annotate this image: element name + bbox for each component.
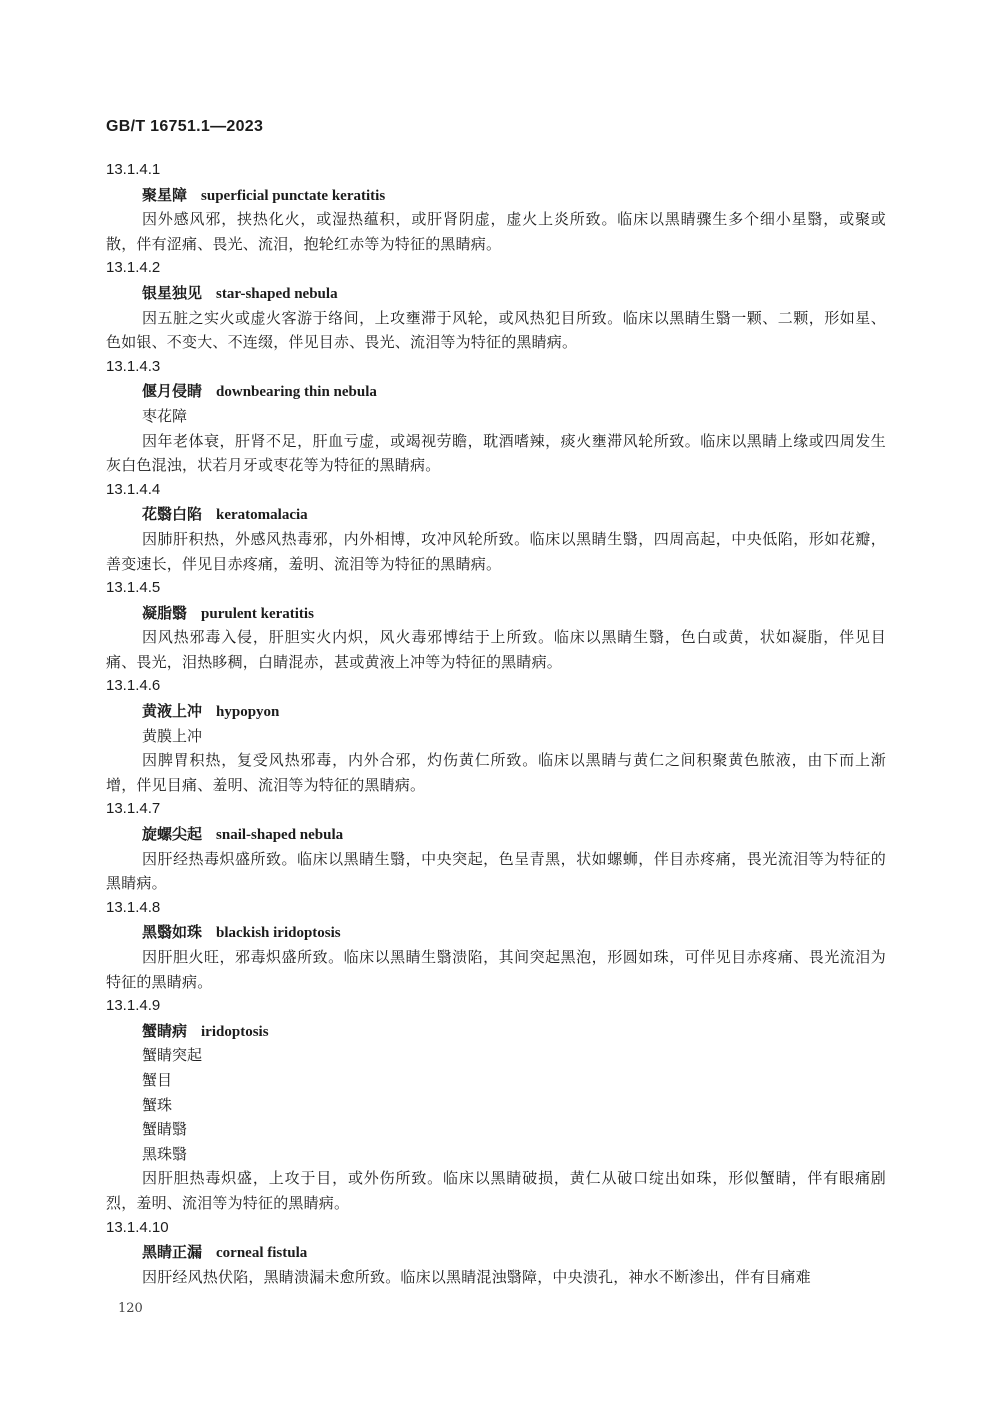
synonym: 蟹睛翳 — [142, 1120, 188, 1139]
glossary-entry — [106, 576, 886, 674]
clause-number: 13.1.4.5 — [106, 579, 161, 597]
term-english: superficial punctate keratitis — [201, 187, 386, 204]
term-line — [106, 601, 886, 626]
page-number: 120 — [118, 1301, 143, 1316]
standard-number-header: GB/T 16751.1—2023 — [106, 118, 264, 135]
term-line — [106, 920, 886, 945]
glossary-entry — [106, 256, 886, 354]
glossary-entry — [106, 1216, 886, 1290]
term-chinese: 黑睛正漏 — [142, 1243, 203, 1262]
glossary-entry — [106, 896, 886, 994]
term-chinese: 偃月侵睛 — [142, 382, 203, 401]
term-english: downbearing thin nebula — [216, 384, 377, 401]
term-line — [106, 502, 886, 527]
definition: 因五脏之实火或虚火客游于络间，上攻壅滞于风轮，或风热犯目所致。临床以黑睛生翳一颗、二颗，形如星、色如银、不变大、不连缀，伴见目赤、畏光、流泪等为特征的黑睛病。 — [106, 308, 886, 352]
term-line — [106, 1019, 886, 1044]
term-chinese: 黑翳如珠 — [142, 923, 203, 942]
glossary-entry — [106, 674, 886, 797]
glossary-entry — [106, 994, 886, 1215]
definition: 因风热邪毒入侵，肝胆实火内炽，风火毒邪博结于上所致。临床以黑睛生翳，色白或黄，状如凝脂，伴见目痛、畏光，泪热眵稠，白睛混赤，甚或黄液上冲等为特征的黑睛病。 — [106, 628, 886, 671]
term-chinese: 凝脂翳 — [142, 603, 188, 622]
term-english: hypopyon — [216, 704, 280, 721]
term-line — [106, 379, 886, 404]
term-english: snail-shaped nebula — [216, 827, 344, 844]
glossary-entry — [106, 478, 886, 576]
definition: 因肝经风热伏陷，黑睛溃漏未愈所致。临床以黑睛混浊翳障，中央溃孔，神水不断渗出，伴有目痛难 — [142, 1267, 811, 1286]
term-chinese: 花翳白陷 — [142, 505, 203, 524]
term-chinese: 旋螺尖起 — [142, 825, 203, 844]
synonym: 枣花障 — [142, 406, 188, 425]
term-english: star-shaped nebula — [216, 285, 338, 302]
term-chinese: 蟹睛病 — [142, 1021, 188, 1040]
clause-number: 13.1.4.9 — [106, 997, 161, 1015]
term-line — [106, 699, 886, 724]
clause-number: 13.1.4.4 — [106, 480, 161, 498]
term-english: blackish iridoptosis — [216, 925, 341, 942]
clause-number: 13.1.4.3 — [106, 357, 161, 375]
glossary-entry — [106, 158, 886, 256]
definition: 因肝经热毒炽盛所致。临床以黑睛生翳，中央突起，色呈青黑，状如螺蛳，伴目赤疼痛，畏光流泪等为特征的黑睛病。 — [106, 849, 886, 893]
term-chinese: 黄液上冲 — [142, 702, 203, 721]
term-chinese: 银星独见 — [142, 283, 203, 302]
clause-number: 13.1.4.8 — [106, 898, 161, 916]
clause-number: 13.1.4.1 — [106, 161, 161, 178]
glossary-content — [106, 158, 886, 1289]
definition: 因肺肝积热，外感风热毒邪，内外相博，攻冲风轮所致。临床以黑睛生翳，四周高起，中央低陷，形如花瓣，善变速长，伴见目赤疼痛，羞明、流泪等为特征的黑睛病。 — [106, 529, 886, 573]
term-english: corneal fistula — [216, 1245, 308, 1262]
term-chinese: 聚星障 — [142, 185, 188, 204]
synonym: 蟹珠 — [142, 1095, 173, 1114]
term-english: iridoptosis — [201, 1023, 269, 1040]
term-line — [106, 183, 886, 208]
glossary-entry — [106, 797, 886, 895]
definition: 因外感风邪，挟热化火，或湿热蕴积，或肝肾阴虚，虚火上炎所致。临床以黑睛骤生多个细小星翳，或聚或散，伴有涩痛、畏光、流泪，抱轮红赤等为特征的黑睛病。 — [106, 210, 886, 253]
definition: 因肝胆火旺，邪毒炽盛所致。临床以黑睛生翳溃陷，其间突起黑泡，形圆如珠，可伴见目赤疼痛、畏光流泪为特征的黑睛病。 — [106, 948, 886, 991]
definition: 因年老体衰，肝肾不足，肝血亏虚，或竭视劳瞻，耽酒嗜辣，痰火壅滞风轮所致。临床以黑睛上缘或四周发生灰白色混浊，状若月牙或枣花等为特征的黑睛病。 — [106, 431, 886, 475]
synonym: 黄膜上冲 — [142, 726, 203, 745]
term-english: purulent keratitis — [201, 605, 314, 622]
clause-number: 13.1.4.6 — [106, 677, 161, 695]
term-line — [106, 822, 886, 847]
term-line — [106, 1240, 886, 1265]
definition: 因肝胆热毒炽盛，上攻于目，或外伤所致。临床以黑睛破损，黄仁从破口绽出如珠，形似蟹睛，伴有眼痛剧烈，羞明、流泪等为特征的黑睛病。 — [106, 1169, 886, 1212]
term-english: keratomalacia — [216, 507, 308, 524]
clause-number: 13.1.4.2 — [106, 259, 161, 277]
synonym: 蟹睛突起 — [142, 1046, 203, 1065]
glossary-entry — [106, 355, 886, 478]
definition: 因脾胃积热，复受风热邪毒，内外合邪，灼伤黄仁所致。临床以黑睛与黄仁之间积聚黄色脓液，由下而上渐增，伴见目痛、羞明、流泪等为特征的黑睛病。 — [106, 751, 886, 794]
clause-number: 13.1.4.7 — [106, 800, 161, 818]
synonym: 黑珠翳 — [142, 1144, 188, 1163]
synonym: 蟹目 — [142, 1070, 173, 1089]
clause-number: 13.1.4.10 — [106, 1218, 169, 1236]
term-line — [106, 281, 886, 306]
